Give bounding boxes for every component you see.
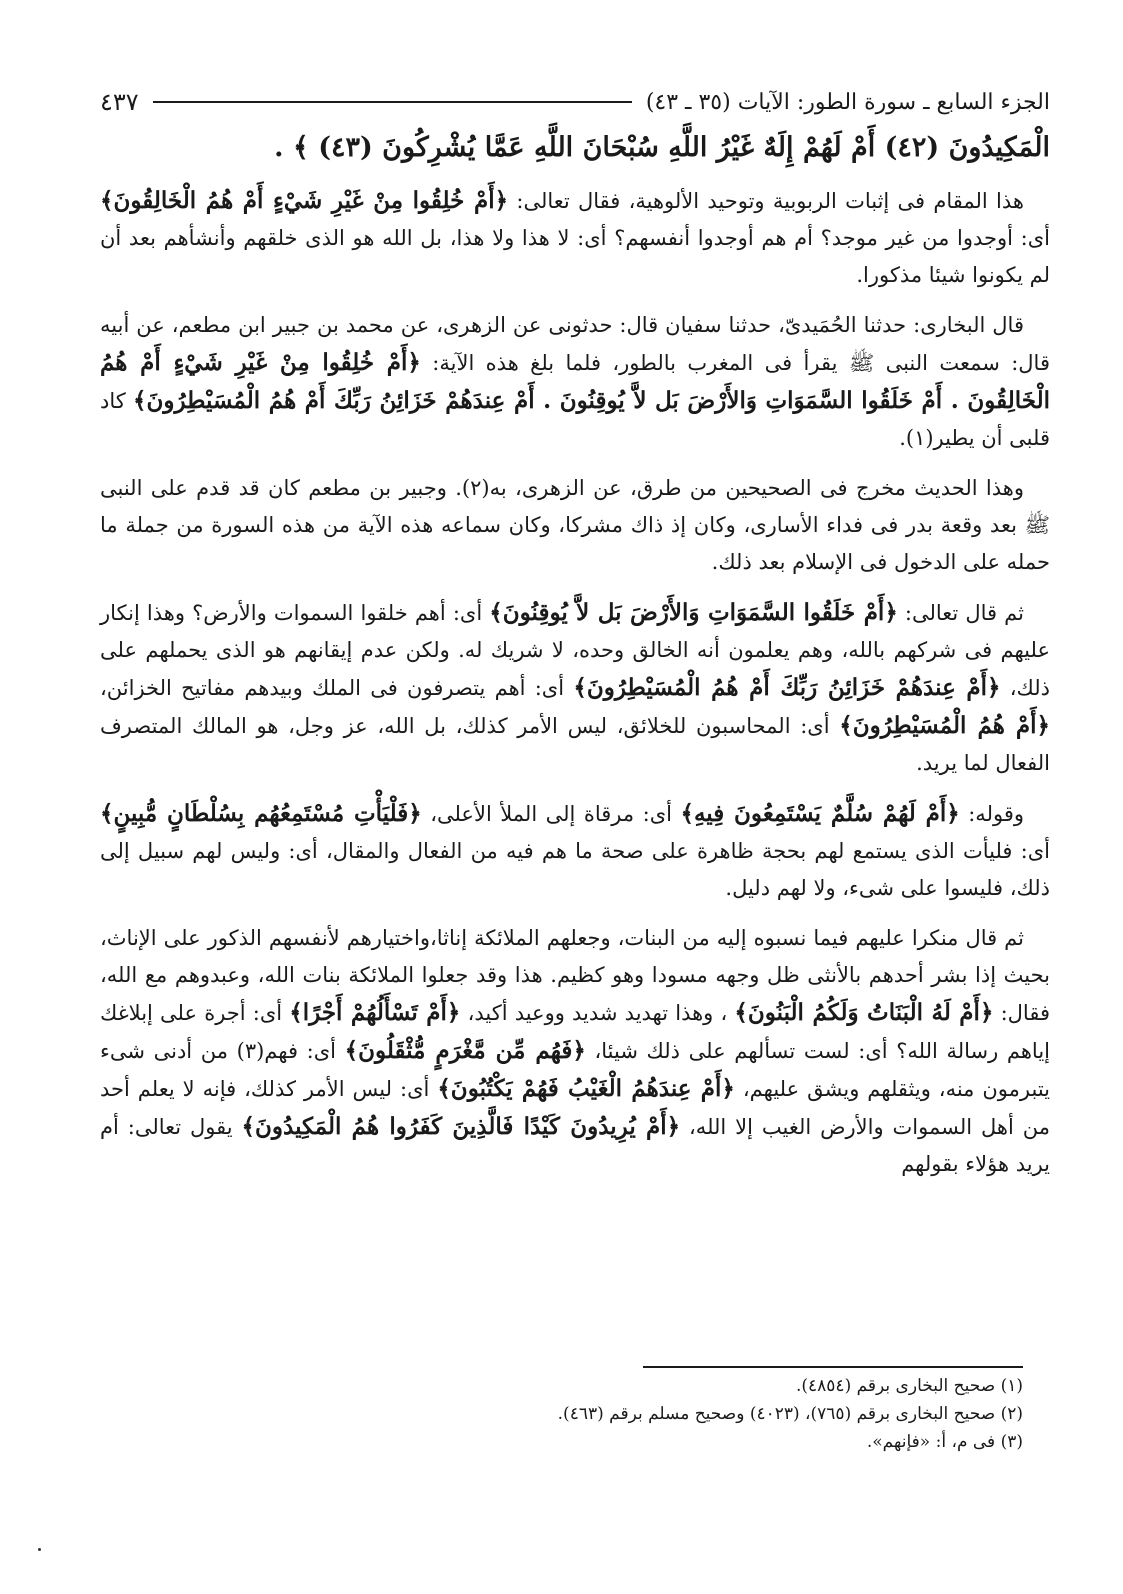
text: ، وهذا تهديد شديد ووعيد أكيد، xyxy=(467,1001,728,1025)
text: هذا المقام فى إثبات الربوبية وتوحيد الألوهية، فقال تعالى: xyxy=(516,189,1024,213)
quran-verse: ﴿أَمْ هُمُ الْمُسَيْطِرُونَ﴾ xyxy=(839,712,1050,739)
text: وقوله: xyxy=(968,802,1024,826)
paragraph-4 xyxy=(100,594,1050,782)
paragraph-3 xyxy=(100,470,1050,581)
text: أى: أجرة على إبلاغك إياهم رسالة الله؟ أى: لست تسألهم على ذلك شيئا، xyxy=(100,1001,1051,1063)
quran-verse: ﴿فَلْيَأْتِ مُسْتَمِعُهُم بِسُلْطَانٍ مُّبِينٍ﴾ xyxy=(100,800,422,827)
page-body xyxy=(100,82,1050,1196)
text: أى: المحاسبون للخلائق، ليس الأمر كذلك، بل الله، عز وجل، هو المالك المتصرف الفعال لما يريد. xyxy=(100,714,1050,775)
text: يقول تعالى: أم يريد هؤلاء بقولهم xyxy=(100,1115,1050,1176)
paragraph-1 xyxy=(100,182,1050,294)
scan-speck xyxy=(38,1548,41,1551)
quran-verse: ﴿أَمْ لَهُمْ سُلَّمٌ يَسْتَمِعُونَ فِيهِ﴾ xyxy=(680,800,960,827)
text: أى: أهم خلقوا السموات والأرض؟ وهذا إنكار عليهم فى شركهم بالله، وهم يعلمون أنه الخالق وحده، لا شريك له. ولكن عدم إيقانهم هو الذى يحملهم على ذلك، xyxy=(100,601,1050,700)
running-header xyxy=(100,82,1050,122)
text: قال البخارى: حدثنا الحُمَيدىّ، حدثنا سفيان قال: حدثونى عن الزهرى، عن محمد بن جبير ابن مطعم، عن أبيه قال: سمعت النبى ﷺ يقرأ فى المغرب بالطور، فلما بلغ هذه الآية: xyxy=(100,313,1050,375)
footnote-3: (٣) فى م، أ: «فإنهم». xyxy=(866,1432,1023,1452)
quran-verse: ﴿أَمْ لَهُ الْبَنَاتُ وَلَكُمُ الْبَنُونَ﴾ xyxy=(734,999,994,1026)
page-number: ٤٣٧ xyxy=(100,88,139,116)
header-rule xyxy=(153,101,632,103)
text: أى: مرقاة إلى الملأ الأعلى، xyxy=(430,802,672,826)
text: ثم قال تعالى: xyxy=(904,601,1024,625)
text: أى: فهم(٣) من أدنى شىء يتبرمون منه، ويثقلهم ويشق عليهم، xyxy=(100,1039,1050,1101)
quran-verse: ﴿أَمْ عِندَهُمْ خَزَائِنُ رَبِّكَ أَمْ هُمُ الْمُسَيْطِرُونَ﴾ xyxy=(573,674,1001,701)
text: أى: أوجدوا من غير موجد؟ أم هم أوجدوا أنفسهم؟ أى: لا هذا ولا هذا، بل الله هو الذى خلقهم وأنشأهم بعد أن لم يكونوا شيئا مذكورا. xyxy=(100,226,1050,287)
top-verse: الْمَكِيدُونَ (٤٢) أَمْ لَهُمْ إِلَهٌ غَيْرُ اللَّهِ سُبْحَانَ اللَّهِ عَمَّا يُشْرِكُونَ (٤٣) ﴾ . xyxy=(274,132,1050,163)
text: أى: فليأت الذى يستمع لهم بحجة ظاهرة على صحة ما هم فيه من الفعال والمقال، أى: وليس لهم سبيل إلى ذلك، فليسوا على شىء، ولا لهم دليل. xyxy=(100,839,1050,900)
footnotes xyxy=(73,1372,1023,1456)
header-title: الجزء السابع ـ سورة الطور: الآيات (٣٥ ـ ٤٣) xyxy=(645,89,1050,115)
footnote-rule xyxy=(643,1366,1023,1368)
quran-verse: ﴿أَمْ يُرِيدُونَ كَيْدًا فَالَّذِينَ كَفَرُوا هُمُ الْمَكِيدُونَ﴾ xyxy=(241,1113,681,1140)
text: ثم قال منكرا عليهم فيما نسبوه إليه من البنات، وجعلهم الملائكة إناثا،واختيارهم لأنفسهم الذكور على الإناث، بحيث إذا بشر أحدهم بالأنثى ظل وجهه مسودا وهو كظيم. هذا وقد جعلوا الملائكة بنات الله، وعبدوهم مع الله، فقال: xyxy=(100,926,1050,1025)
quran-verse: ﴿أَمْ خُلِقُوا مِنْ غَيْرِ شَيْءٍ أَمْ هُمُ الْخَالِقُونَ . أَمْ خَلَقُوا السَّمَوَاتِ وَالأَرْضَ بَل لاَّ يُوقِنُونَ . أَمْ عِندَهُمْ خَزَائِنُ رَبِّكَ أَمْ هُمُ الْمُسَيْطِرُونَ﴾ xyxy=(100,349,1050,414)
footnote-1: (١) صحيح البخارى برقم (٤٨٥٤). xyxy=(795,1376,1023,1396)
text: أى: ليس الأمر كذلك، فإنه لا يعلم أحد من أهل السموات والأرض الغيب إلا الله، xyxy=(100,1077,1050,1139)
quran-verse: ﴿أَمْ خَلَقُوا السَّمَوَاتِ وَالأَرْضَ بَل لاَّ يُوقِنُونَ﴾ xyxy=(489,599,898,626)
quran-verse: ﴿أَمْ خُلِقُوا مِنْ غَيْرِ شَيْءٍ أَمْ هُمُ الْخَالِقُونَ﴾ xyxy=(100,187,509,214)
paragraph-2 xyxy=(100,307,1050,457)
text: كاد قلبى أن يطير(١). xyxy=(100,389,1050,450)
quran-verse: ﴿أَمْ عِندَهُمُ الْغَيْبُ فَهُمْ يَكْتُبُونَ﴾ xyxy=(437,1075,735,1102)
paragraph-6 xyxy=(100,920,1050,1183)
footnote-2: (٢) صحيح البخارى برقم (٧٦٥)، (٤٠٢٣) وصحيح مسلم برقم (٤٦٣). xyxy=(557,1404,1023,1424)
text: وهذا الحديث مخرج فى الصحيحين من طرق، عن الزهرى، به(٢). وجبير بن مطعم كان قد قدم على النبى ﷺ بعد وقعة بدر فى فداء الأسارى، وكان إذ ذاك مشركا، وكان سماعه هذه الآية من هذه السورة من جملة ما حمله على الدخول فى الإسلام بعد ذلك. xyxy=(100,476,1050,574)
quran-verse: ﴿أَمْ تَسْأَلُهُمْ أَجْرًا﴾ xyxy=(289,999,461,1026)
text: أى: أهم يتصرفون فى الملك وبيدهم مفاتيح الخزائن، xyxy=(100,676,565,700)
quran-verse: ﴿فَهُم مِّن مَّغْرَمٍ مُّثْقَلُونَ﴾ xyxy=(344,1037,586,1064)
paragraph-5 xyxy=(100,795,1050,907)
